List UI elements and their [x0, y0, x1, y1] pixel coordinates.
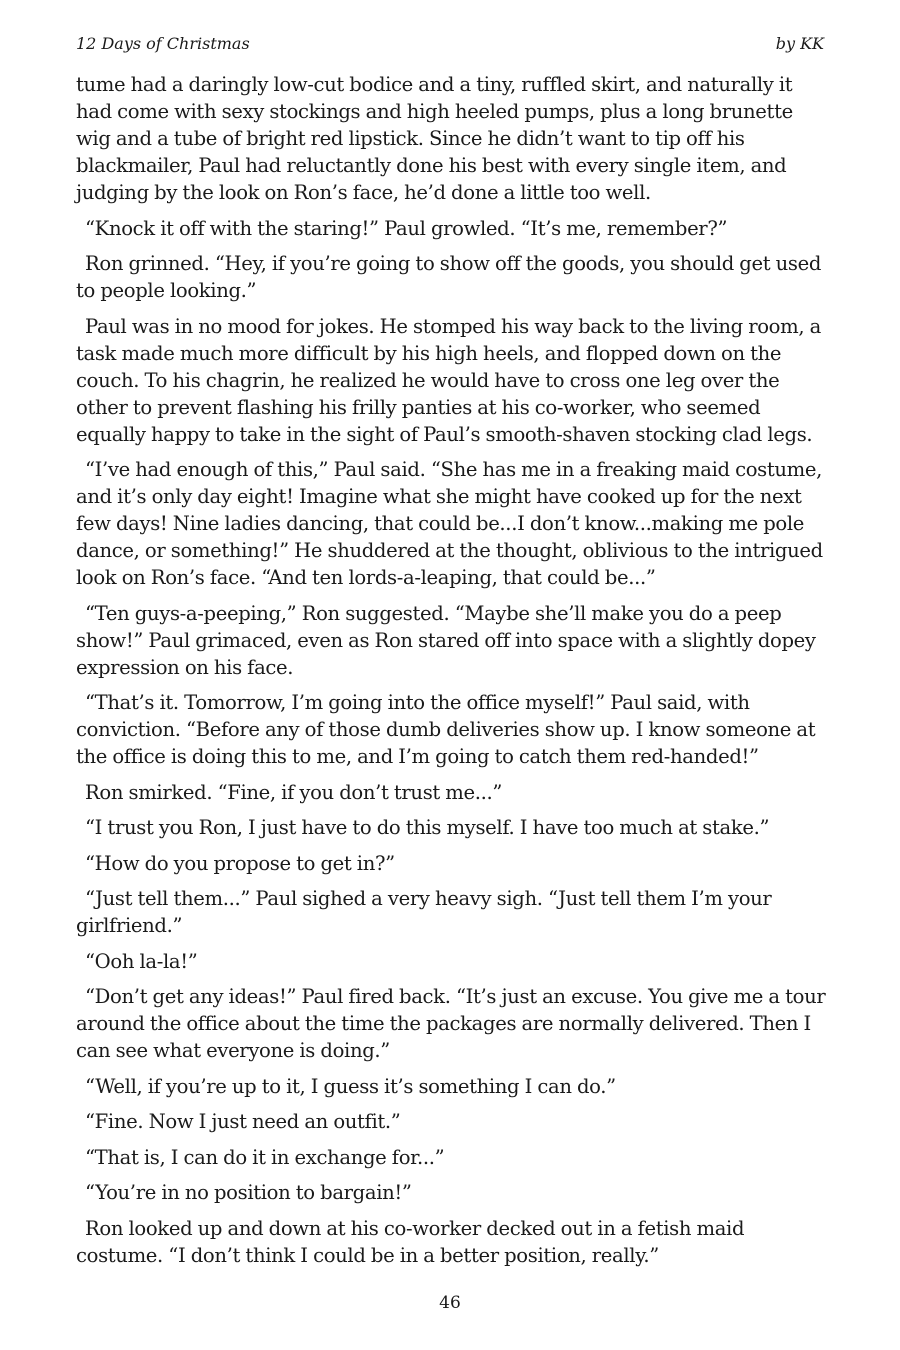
paragraph: “Well, if you’re up to it, I guess it’s something I can do.”: [85, 1074, 616, 1098]
paragraph: “Ten guys-a-peeping,” Ron suggested. “Maybe she’ll make you do a peep show!” Paul grimaced, even as Ron stared off into space with a slightly dopey expression on his face.: [76, 601, 816, 679]
author-credit: by KK: [775, 34, 824, 53]
paragraph: “Fine. Now I just need an outfit.”: [85, 1110, 401, 1133]
paragraph: Paul was in no mood for jokes. He stomped his way back to the living room, a task made much more difficult by his high heels, and flopped down on the couch. To his chagrin, he realized he would have to cross one leg over the other to prevent flashing his frilly panties at his co-worker, who seemed equally happy to take in the sight of Paul’s smooth-shaven stocking clad legs.: [76, 314, 821, 446]
book-title: 12 Days of Christmas: [76, 34, 250, 53]
paragraph: “You’re in no position to bargain!”: [85, 1181, 412, 1204]
paragraph: Ron smirked. “Fine, if you don’t trust me...”: [85, 780, 503, 804]
running-header: [76, 34, 824, 58]
paragraph: tume had a daringly low-cut bodice and a tiny, ruffled skirt, and naturally it had come with sexy stockings and high heeled pumps, plus a long brunette wig and a tube of bright red lipstick. Since he didn’t want to tip off his blackmailer, Paul had reluctantly done his best with every single item, and judging by the look on Ron’s face, he’d done a little too well.: [76, 73, 793, 204]
paragraph: Ron grinned. “Hey, if you’re going to show off the goods, you should get used to people looking.”: [76, 252, 822, 302]
paragraph: “How do you propose to get in?”: [85, 851, 395, 875]
paragraph: “I’ve had enough of this,” Paul said. “She has me in a freaking maid costume, and it’s only day eight! Imagine what she might have cooked up for the next few days! Nine ladies dancing, that could be...I don’t know...making me pole dance, or something!” He shuddered at the thought, oblivious to the intrigued look on Ron’s face. “And ten lords-a-leaping, that could be...”: [76, 458, 823, 589]
paragraph: “I trust you Ron, I just have to do this myself. I have too much at stake.”: [85, 816, 770, 839]
body-text: [76, 71, 828, 1269]
paragraph: “That’s it. Tomorrow, I’m going into the office myself!” Paul said, with conviction. “Before any of those dumb deliveries show up. I know someone at the office is doing this to me, and I’m going to catch them red-handed!”: [76, 691, 816, 768]
paragraph: “Don’t get any ideas!” Paul fired back. “It’s just an excuse. You give me a tour around the office about the time the packages are normally delivered. Then I can see what everyone is doing.”: [76, 985, 826, 1062]
paragraph: “Just tell them...” Paul sighed a very heavy sigh. “Just tell them I’m your girlfriend.”: [76, 887, 772, 937]
paragraph: “Knock it off with the staring!” Paul growled. “It’s me, remember?”: [85, 216, 728, 240]
paragraph: Ron looked up and down at his co-worker decked out in a fetish maid costume. “I don’t think I could be in a better position, really.”: [76, 1216, 745, 1267]
page-number: 46: [439, 1293, 461, 1313]
paragraph: “That is, I can do it in exchange for...”: [85, 1145, 445, 1169]
paragraph: “Ooh la-la!”: [85, 949, 198, 973]
